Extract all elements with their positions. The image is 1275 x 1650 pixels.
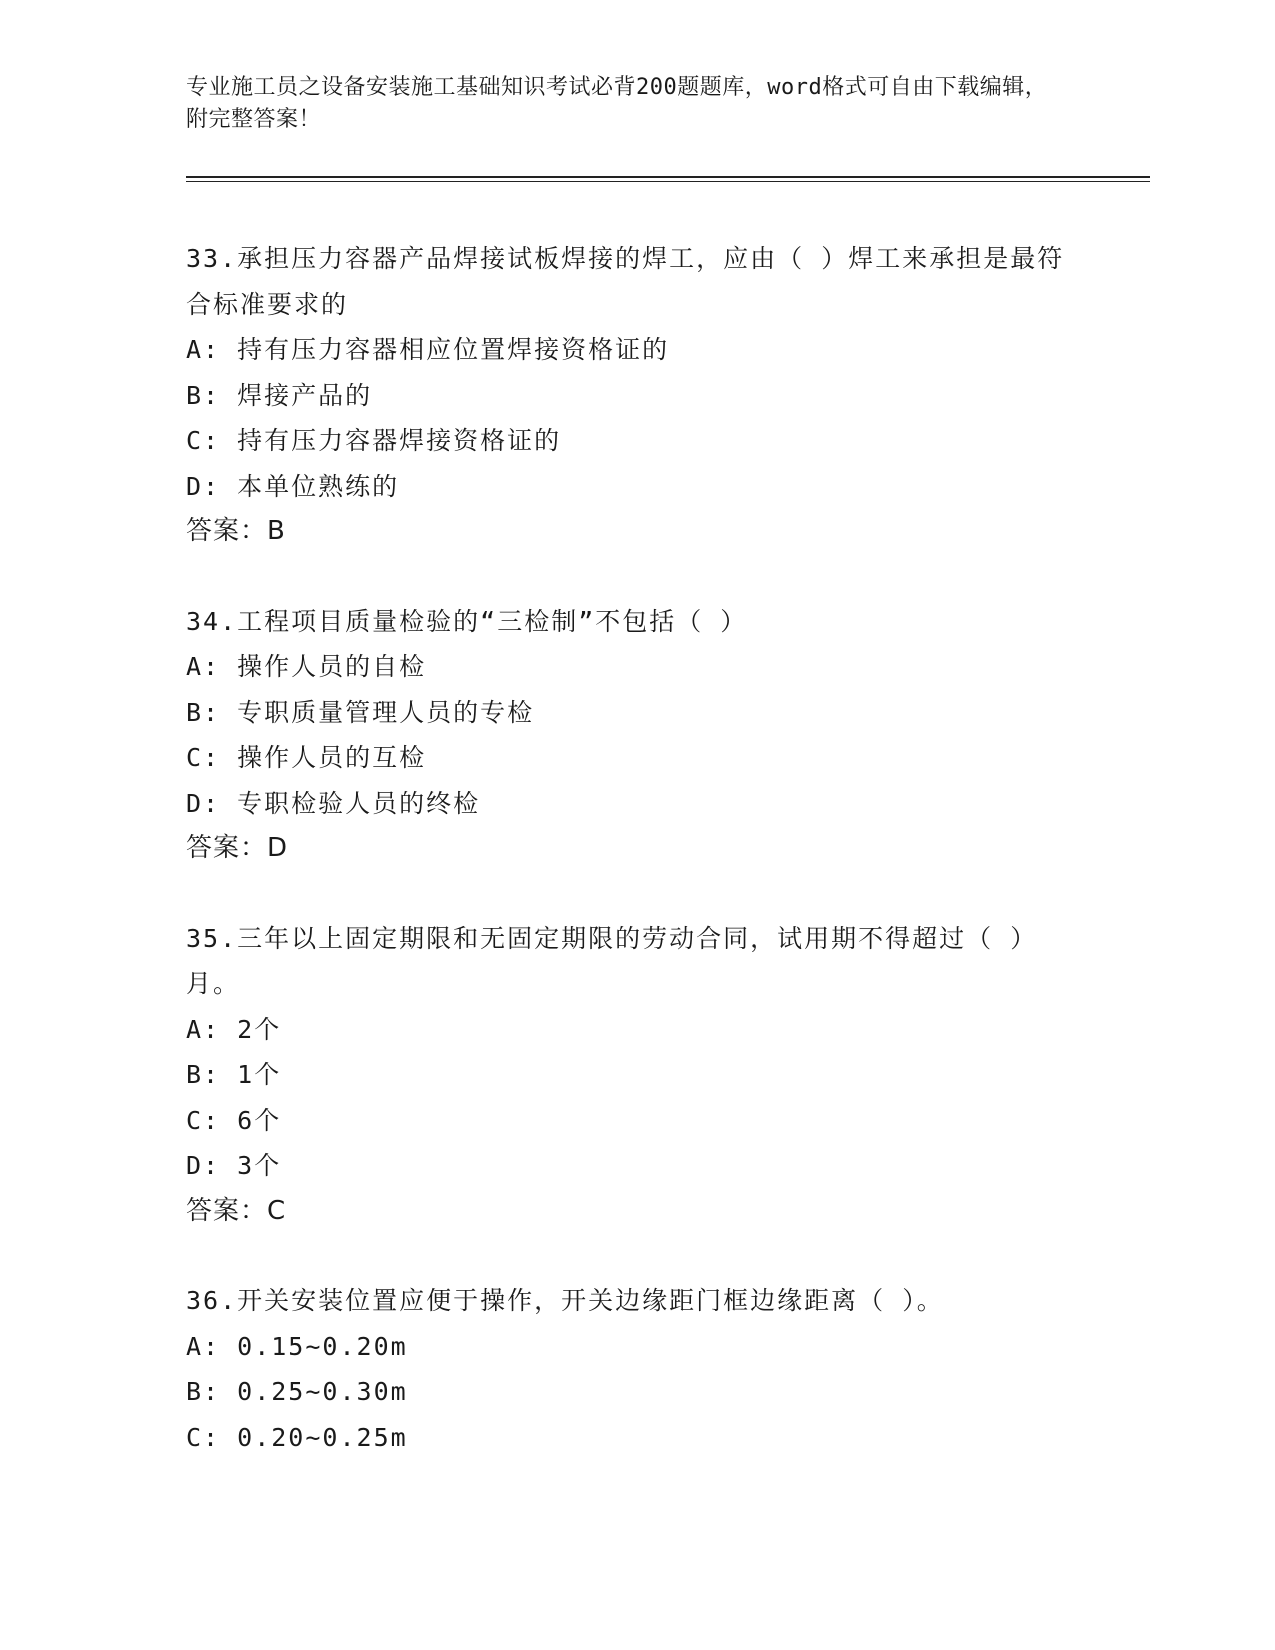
option-b: B: 0.25~0.30m [186, 1377, 408, 1406]
question-33 [186, 236, 1066, 555]
option-c: C: 0.20~0.25m [186, 1422, 408, 1452]
answer-line: 答案：D [186, 833, 289, 863]
answer-line: 答案：C [186, 1195, 287, 1226]
document-header: 专业施工员之设备安装施工基础知识考试必背200题题库，word格式可自由下载编辑，附完整答案！ [186, 75, 1048, 132]
option-c: C: 6个 [186, 1105, 282, 1135]
option-d: D: 3个 [186, 1151, 282, 1180]
question-35 [186, 916, 1066, 1235]
question-stem: 33.承担压力容器产品焊接试板焊接的焊工，应由（ ）焊工来承担是最符合标准要求的 [186, 244, 1065, 319]
question-stem: 36.开关安装位置应便于操作，开关边缘距门框边缘距离（ ）。 [186, 1286, 944, 1315]
option-b: B: 焊接产品的 [186, 380, 373, 410]
option-a: A: 0.15~0.20m [186, 1331, 408, 1361]
option-a: A: 持有压力容器相应位置焊接资格证的 [186, 335, 670, 364]
question-stem: 34.工程项目质量检验的“三检制”不包括（ ） [186, 606, 748, 636]
answer-line: 答案：B [186, 516, 286, 546]
option-a: A: 操作人员的自检 [186, 652, 427, 681]
option-d: D: 专职检验人员的终检 [186, 788, 481, 818]
option-c: C: 操作人员的互检 [186, 743, 427, 772]
question-list [186, 236, 1066, 1504]
question-34 [186, 599, 1066, 872]
option-b: B: 1个 [186, 1060, 282, 1089]
option-c: C: 持有压力容器焊接资格证的 [186, 426, 562, 455]
question-stem: 35.三年以上固定期限和无固定期限的劳动合同，试用期不得超过（ ）月。 [186, 923, 1038, 998]
header-divider-thin [186, 181, 1150, 182]
option-b: B: 专职质量管理人员的专检 [186, 697, 535, 727]
option-a: A: 2个 [186, 1014, 282, 1044]
question-36 [186, 1278, 1066, 1460]
option-d: D: 本单位熟练的 [186, 471, 400, 501]
header-divider-thick [186, 176, 1150, 178]
